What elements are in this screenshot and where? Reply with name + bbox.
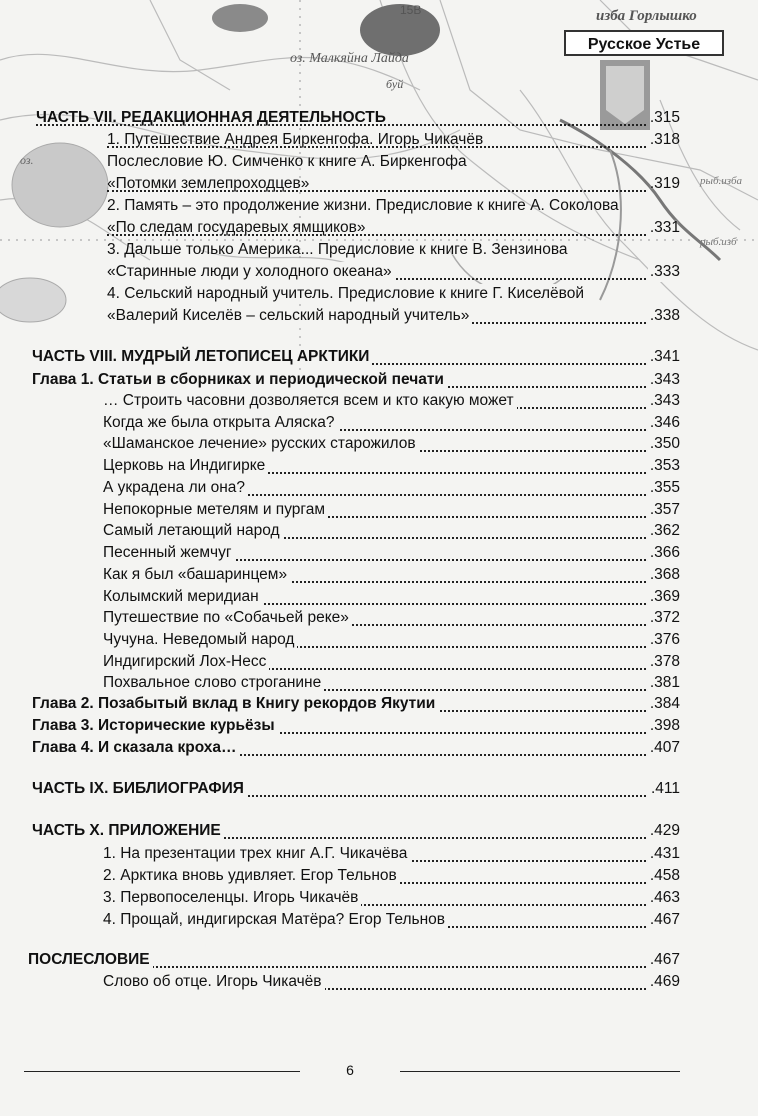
toc-title: Индигирский Лох-Несс bbox=[103, 652, 269, 672]
toc-page-number: .384 bbox=[649, 695, 680, 712]
map-label-oz: оз. bbox=[20, 153, 34, 167]
toc-page-number: .429 bbox=[649, 822, 680, 839]
toc-title: Как я был «башаринцем» bbox=[103, 565, 290, 585]
map-label-izba-right: рыб.изба bbox=[700, 175, 743, 187]
toc-title: «Старинные люди у холодного океана» bbox=[107, 262, 395, 282]
toc-title: Непокорные метелям и пургам bbox=[103, 500, 328, 520]
toc-page-number: .343 bbox=[649, 371, 680, 388]
toc-heading bbox=[0, 779, 758, 801]
toc-title: 2. Арктика вновь удивляет. Егор Тельнов bbox=[103, 866, 400, 886]
toc-entry bbox=[0, 218, 758, 240]
toc-title: «Валерий Киселёв – сельский народный учитель» bbox=[107, 306, 472, 326]
toc-page-number: .315 bbox=[649, 109, 680, 126]
toc-title: «По следам государевых ямщиков» bbox=[107, 219, 366, 236]
toc-page-number: .372 bbox=[649, 609, 680, 626]
toc-page-number: .341 bbox=[649, 348, 680, 365]
toc-title: ЧАСТЬ VII. РЕДАКЦИОННАЯ ДЕЯТЕЛЬНОСТЬ bbox=[36, 109, 386, 126]
toc-title: 1. На презентации трех книг А.Г. Чикачёва bbox=[103, 844, 410, 864]
toc-title: ПОСЛЕСЛОВИЕ bbox=[28, 950, 153, 970]
toc-title: Колымский меридиан bbox=[103, 587, 262, 607]
toc-page-number: .355 bbox=[649, 479, 680, 496]
toc-title: Церковь на Индигирке bbox=[103, 456, 268, 476]
toc-page-number: .381 bbox=[649, 674, 680, 691]
toc-title: … Строить часовни дозволяется всем и кто какую может bbox=[103, 391, 517, 411]
toc-title: 3. Дальше только Америка... Предисловие к книге В. Зензинова bbox=[107, 241, 568, 258]
toc-title: Глава 3. Исторические курьёзы bbox=[32, 716, 278, 736]
toc-entry bbox=[0, 174, 758, 196]
toc-title: 1. Путешествие Андрея Биркенгофа. Игорь Чикачёв bbox=[107, 131, 484, 148]
footer-rule-right bbox=[400, 1071, 680, 1072]
toc-title: 3. Первопоселенцы. Игорь Чикачёв bbox=[103, 888, 361, 908]
toc-page-number: .338 bbox=[649, 307, 680, 324]
map-label-izba: изба Горлышко bbox=[596, 8, 697, 24]
toc-page-number: .369 bbox=[649, 588, 680, 605]
toc-entry bbox=[0, 910, 758, 932]
toc-title: ЧАСТЬ IX. БИБЛИОГРАФИЯ bbox=[32, 779, 247, 799]
toc-title: А украдена ли она? bbox=[103, 478, 248, 498]
map-place-box: Русское Устье bbox=[564, 30, 724, 56]
toc-page-number: .458 bbox=[649, 867, 680, 884]
map-label-buoy: буй bbox=[386, 77, 404, 91]
map-label-code: 15В bbox=[400, 3, 422, 17]
toc-title: ЧАСТЬ VIII. МУДРЫЙ ЛЕТОПИСЕЦ АРКТИКИ bbox=[32, 347, 372, 367]
toc-page-number: .469 bbox=[649, 973, 680, 990]
toc-title: ЧАСТЬ X. ПРИЛОЖЕНИЕ bbox=[32, 821, 224, 841]
toc-page-number: .366 bbox=[649, 544, 680, 561]
toc-title: Песенный жемчуг bbox=[103, 543, 234, 563]
toc-heading bbox=[0, 738, 758, 760]
toc-page-number: .376 bbox=[649, 631, 680, 648]
toc-page-number: .350 bbox=[649, 435, 680, 452]
toc-title: Глава 4. И сказала кроха… bbox=[32, 738, 240, 758]
map-label-izba-right2: рыб.изб bbox=[700, 236, 737, 248]
toc-page-number: .362 bbox=[649, 522, 680, 539]
toc-page-number: .357 bbox=[649, 501, 680, 518]
toc-title: 2. Память – это продолжение жизни. Предисловие к книге А. Соколова bbox=[107, 197, 619, 214]
toc-title: Когда же была открыта Аляска? bbox=[103, 413, 338, 433]
toc-title: Глава 2. Позабытый вклад в Книгу рекордов Якутии bbox=[32, 694, 438, 714]
toc-page-number: .411 bbox=[650, 780, 680, 797]
toc-entry bbox=[0, 130, 758, 152]
toc-title: Послесловие Ю. Симченко к книге А. Биркенгофа bbox=[107, 153, 467, 170]
toc-page-number: .467 bbox=[649, 911, 680, 928]
toc-title: 4. Сельский народный учитель. Предисловие к книге Г. Киселёвой bbox=[107, 284, 587, 304]
toc-entry bbox=[0, 306, 758, 328]
toc-entry bbox=[0, 972, 758, 994]
footer-rule-left bbox=[24, 1071, 300, 1072]
toc-page-number: .463 bbox=[649, 889, 680, 906]
toc-title: Чучуна. Неведомый народ bbox=[103, 630, 297, 650]
toc-title: Самый летающий народ bbox=[103, 521, 283, 541]
page-number: 6 bbox=[346, 1062, 354, 1078]
toc-page-number: .333 bbox=[649, 263, 680, 280]
toc-page-number: .431 bbox=[649, 845, 680, 862]
toc-page-number: .318 bbox=[649, 131, 680, 148]
toc-title: Слово об отце. Игорь Чикачёв bbox=[103, 972, 325, 992]
toc-page-number: .346 bbox=[649, 414, 680, 431]
toc-page-number: .353 bbox=[649, 457, 680, 474]
toc-page-number: .331 bbox=[649, 219, 680, 236]
toc-page-number: .467 bbox=[649, 951, 680, 968]
toc-page-number: .368 bbox=[649, 566, 680, 583]
toc-title: 4. Прощай, индигирская Матёра? Егор Тельнов bbox=[103, 910, 448, 930]
toc-title: Похвальное слово строганине bbox=[103, 673, 324, 693]
toc-page-number: .319 bbox=[649, 175, 680, 192]
toc-title: Глава 1. Статьи в сборниках и периодической печати bbox=[32, 370, 447, 390]
toc-page-number: .398 bbox=[649, 717, 680, 734]
toc-title: «Потомки землепроходцев» bbox=[107, 175, 310, 192]
toc-page-number: .343 bbox=[649, 392, 680, 409]
map-label-lake: оз. Малкяйна Лайда bbox=[290, 51, 409, 66]
toc-entry bbox=[0, 262, 758, 284]
toc-page-number: .407 bbox=[649, 739, 680, 756]
toc-title: Путешествие по «Собачьей реке» bbox=[103, 608, 352, 628]
toc-page-number: .378 bbox=[649, 653, 680, 670]
toc-title: «Шаманское лечение» русских старожилов bbox=[103, 434, 419, 454]
